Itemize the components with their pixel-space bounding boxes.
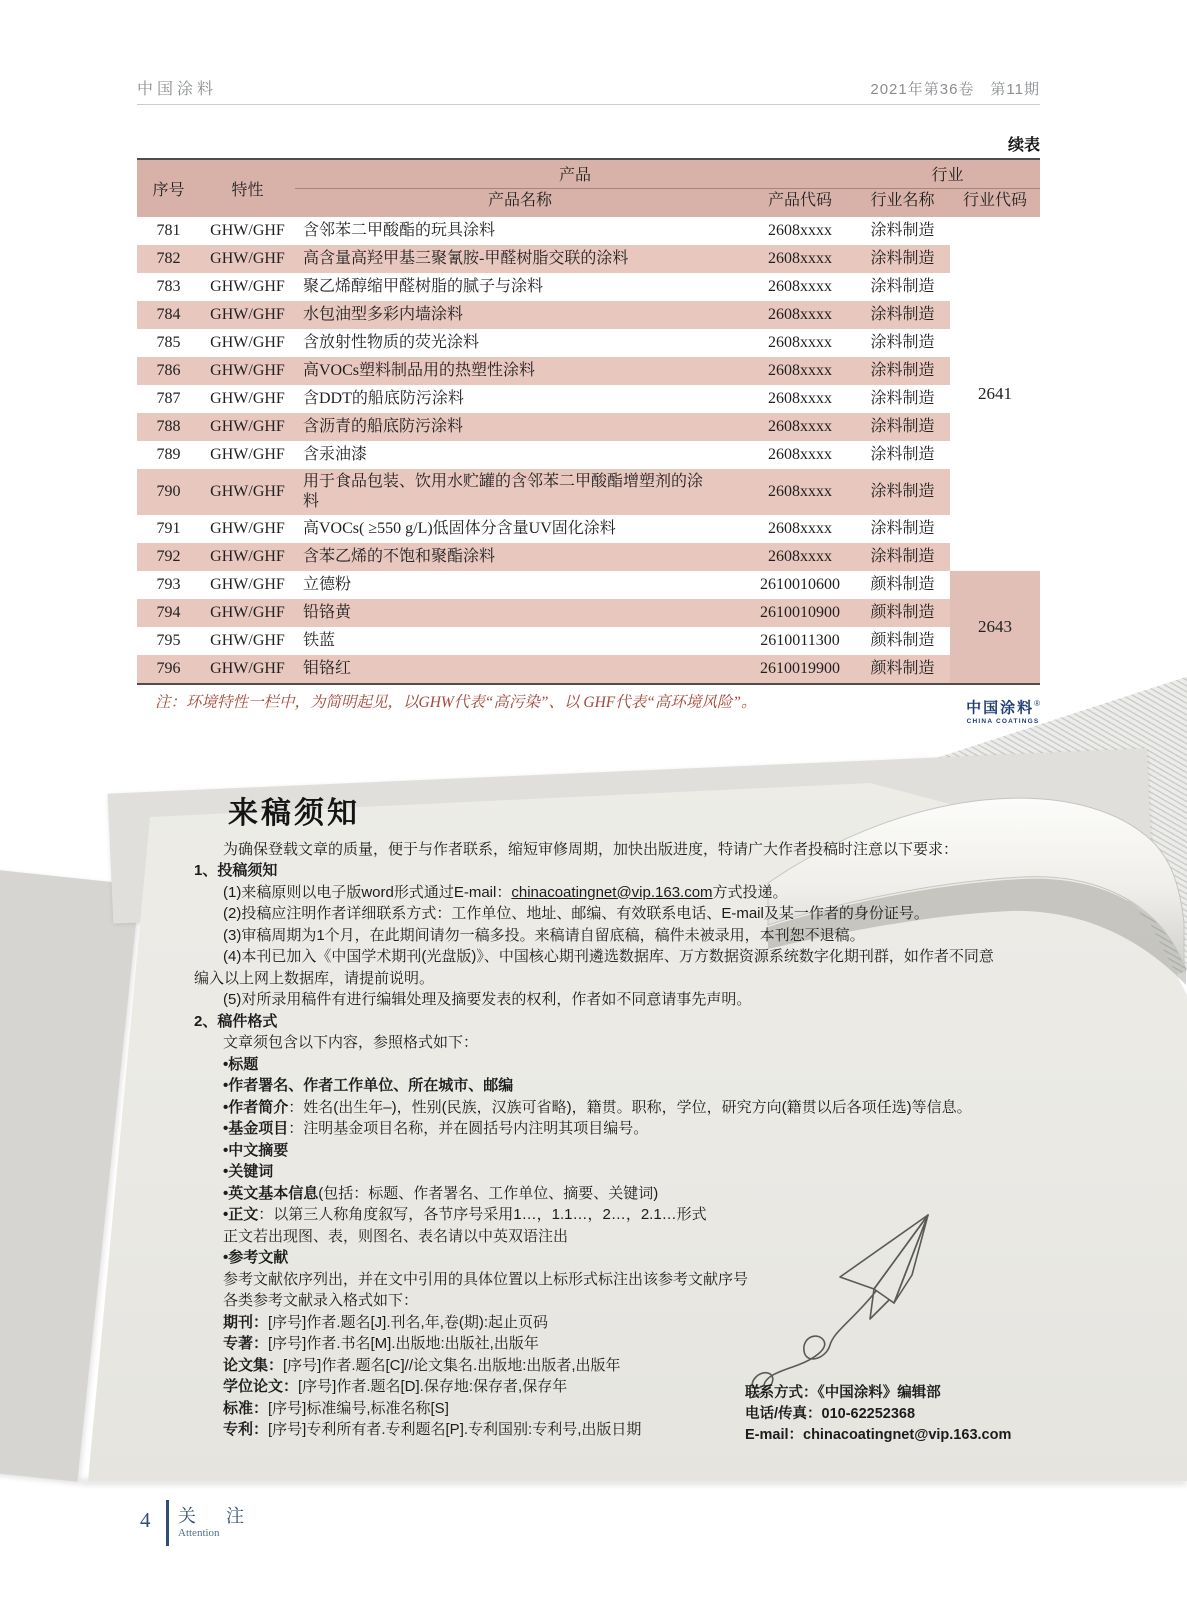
table-cell: 含邻苯二甲酸酯的玩具涂料 [303, 222, 496, 239]
table-row [137, 273, 1040, 301]
table-cell: 2608xxxx [745, 357, 855, 385]
registered-mark-icon: ® [1034, 699, 1040, 708]
table-cell: 790 [137, 469, 200, 515]
table-cell: GHW/GHF [200, 543, 295, 571]
table-cell: 2610010600 [760, 576, 840, 593]
table-cell: GHW/GHF [210, 520, 285, 537]
table-cell: 789 [156, 446, 181, 463]
table-row [137, 329, 1040, 357]
email-label: E-mail： [745, 1427, 804, 1443]
section1-items [194, 882, 1006, 1011]
table-cell: 含苯乙烯的不饱和聚酯涂料 [295, 543, 745, 571]
table-cell: 涂料制造 [855, 469, 950, 515]
table-cell: 涂料制造 [870, 520, 935, 537]
contact-line2: 电话/传真：010-62252368 [745, 1406, 916, 1422]
table-cell: 2608xxxx [745, 543, 855, 571]
bullet-dot-icon: • [223, 1077, 229, 1094]
col-header-index: 序号 [137, 159, 200, 217]
guideline-line: 各类参考文献录入格式如下： [223, 1292, 419, 1309]
table-cell: 2610019900 [745, 655, 855, 684]
item1-post: 方式投递。 [712, 883, 788, 901]
table-cell: 高含量高羟甲基三聚氰胺-甲醛树脂交联的涂料 [295, 245, 745, 273]
header-divider [137, 104, 1040, 105]
table-cell: GHW/GHF [210, 222, 285, 239]
bullet-dot-icon: • [223, 1141, 229, 1159]
table-cell: 792 [137, 543, 200, 571]
table-cell: 颜料制造 [870, 576, 935, 593]
contact-line1: 联系方式：《中国涂料》编辑部 [745, 1385, 941, 1401]
section2-heading: 2、稿件格式 [194, 1012, 278, 1030]
table-cell: 791 [156, 520, 181, 537]
table-cell: 涂料制造 [870, 222, 935, 239]
table-cell: GHW/GHF [200, 599, 295, 627]
reference-format-line: 论文集：[序号]作者.题名[C]//论文集名.出版地:出版者,出版年 [223, 1356, 621, 1374]
table-cell: 聚乙烯醇缩甲醛树脂的腻子与涂料 [303, 278, 544, 295]
guideline-item: (3)审稿周期为1个月，在此期间请勿一稿多投。来稿请自留底稿，稿件未被录用，本刊恕不退稿。 [223, 926, 865, 944]
table-cell: 含DDT的船底防污涂料 [303, 390, 464, 407]
table-cell: 782 [137, 245, 200, 273]
section2-intro: 文章须包含以下内容，参照格式如下： [223, 1034, 479, 1051]
table-cell: 涂料制造 [855, 543, 950, 571]
footer-section-en: Attention [178, 1527, 220, 1539]
journal-header [137, 76, 1040, 106]
table-row [137, 217, 1040, 245]
table-cell: 颜料制造 [870, 632, 935, 649]
table-cell: 颜料制造 [855, 655, 950, 684]
table-cell: 涂料制造 [855, 413, 950, 441]
table-cell: 2608xxxx [745, 245, 855, 273]
table-row [137, 245, 1040, 273]
table-cell: 788 [137, 413, 200, 441]
bullet-dot-icon: • [223, 1249, 229, 1266]
table-cell: 颜料制造 [855, 599, 950, 627]
bullet-item: •作者署名、作者工作单位、所在城市、邮编 [223, 1077, 514, 1094]
table-cell: 786 [137, 357, 200, 385]
table-cell: GHW/GHF [200, 469, 295, 515]
contact-line3 [745, 1425, 1085, 1446]
table-cell: 2608xxxx [768, 446, 832, 463]
table-cell: 涂料制造 [870, 446, 935, 463]
table-cell: 水包油型多彩内墙涂料 [295, 301, 745, 329]
table-body [137, 217, 1040, 684]
table-cell: 含沥青的船底防污涂料 [295, 413, 745, 441]
col-header-industry-code: 行业代码 [950, 189, 1040, 218]
submission-email-link[interactable]: chinacoatingnet@vip.163.com [511, 883, 713, 901]
reference-format-line: 标准：[序号]标准编号,标准名称[S] [223, 1399, 449, 1417]
table-cell: GHW/GHF [210, 390, 285, 407]
table-cell: 2610011300 [760, 632, 840, 649]
table-row [137, 599, 1040, 627]
table-cell: 2608xxxx [768, 278, 832, 295]
bullet-dot-icon: • [223, 1184, 229, 1202]
reference-format-line: 学位论文：[序号]作者.题名[D].保存地:保存者,保存年 [223, 1378, 568, 1395]
footer-section-zh: 关 注 [178, 1506, 250, 1526]
guideline-item: (4)本刊已加入《中国学术期刊(光盘版)》、中国核心期刊遴选数据库、万方数据资源系统数字化期刊群，如作者不同意编入以上网上数据库，请提前说明。 [194, 948, 994, 987]
issue-info: 2021年第36卷 第11期 [870, 81, 1040, 98]
table-cell: 2608xxxx [768, 334, 832, 351]
china-coatings-logo [966, 700, 1040, 726]
table-row [137, 655, 1040, 684]
table-cell: GHW/GHF [200, 413, 295, 441]
guideline-item: (5)对所录用稿件有进行编辑处理及摘要发表的权利，作者如不同意请事先声明。 [223, 991, 752, 1008]
table-cell: 铁蓝 [303, 632, 336, 649]
table-row [137, 301, 1040, 329]
table-cell: 钼铬红 [295, 655, 745, 684]
col-header-product-group: 产品 [295, 159, 855, 189]
table-cell: GHW/GHF [200, 301, 295, 329]
table-cell: 涂料制造 [870, 390, 935, 407]
table-row [137, 469, 1040, 515]
reference-format-line: 期刊：[序号]作者.题名[J].刊名,年,卷(期):起止页码 [223, 1313, 549, 1331]
table-cell: 781 [156, 222, 181, 239]
bullet-dot-icon: • [223, 1163, 229, 1180]
logo-en-text: CHINA COATINGS [966, 718, 1040, 726]
table-cell: GHW/GHF [210, 278, 285, 295]
col-header-product-name: 产品名称 [295, 189, 745, 218]
page-number: 4 [140, 1508, 151, 1532]
table-cell: 铅铬黄 [295, 599, 745, 627]
restricted-products-table [137, 158, 1040, 685]
table-cell: 794 [137, 599, 200, 627]
table-cell: 2608xxxx [768, 222, 832, 239]
table-cell: GHW/GHF [210, 632, 285, 649]
paper-airplane-icon [742, 1203, 952, 1398]
table-cell: 涂料制造 [855, 301, 950, 329]
bullet-item: •基金项目：注明基金项目名称，并在圆括号内注明其项目编号。 [223, 1120, 649, 1137]
table-cell: 2608xxxx [745, 469, 855, 515]
contact-email-link[interactable]: chinacoatingnet@vip.163.com [803, 1427, 1012, 1443]
col-header-feature: 特性 [200, 159, 295, 217]
table-cell: 785 [156, 334, 181, 351]
notice-intro: 为确保登载文章的质量，便于与作者联系，缩短审修周期，加快出版进度，特请广大作者投稿时注意以下要求： [223, 840, 959, 858]
table-cell: 2608xxxx [745, 301, 855, 329]
table-row [137, 441, 1040, 469]
col-header-industry-name: 行业名称 [855, 189, 950, 218]
bullet-dot-icon: • [223, 1206, 229, 1223]
footer-divider-bar [166, 1500, 169, 1546]
logo-zh-text: 中国涂料 [966, 699, 1035, 717]
table-cell: GHW/GHF [210, 446, 285, 463]
notice-title: 来稿须知 [228, 797, 360, 830]
table-cell: 793 [156, 576, 181, 593]
bullet-item: •标题 [223, 1055, 259, 1073]
submission-notice-section [0, 755, 1187, 1487]
contact-block [745, 1383, 1085, 1446]
table-cell: 立德粉 [303, 576, 352, 593]
bullet-item: •中文摘要 [223, 1141, 289, 1159]
bullet-dot-icon: • [223, 1055, 229, 1073]
guideline-item [194, 882, 1006, 904]
industry-code-merged-cell: 2643 [950, 571, 1040, 684]
table-cell: 784 [137, 301, 200, 329]
section1-heading: 1、投稿须知 [194, 862, 278, 879]
table-cell: 含放射性物质的荧光涂料 [303, 334, 480, 351]
table-row [137, 543, 1040, 571]
col-header-industry-group: 行业 [855, 159, 1040, 189]
table-cell: 涂料制造 [855, 245, 950, 273]
item1-pre: (1)来稿原则以电子版word形式通过E-mail： [223, 883, 512, 901]
table-row [137, 627, 1040, 655]
table-cell: GHW/GHF [210, 576, 285, 593]
table-cell: 783 [156, 278, 181, 295]
table-row [137, 571, 1040, 599]
table-cell: 2610010900 [745, 599, 855, 627]
table-cell: 2608xxxx [768, 390, 832, 407]
reference-format-line: 专利：[序号]专利所有者.专利题名[P].专利国别:专利号,出版日期 [223, 1421, 642, 1438]
industry-code-merged-cell: 2641 [950, 217, 1040, 571]
table-cell: GHW/GHF [200, 357, 295, 385]
guideline-line: 参考文献依序列出，并在文中引用的具体位置以上标形式标注出该参考文献序号 [223, 1270, 749, 1288]
bullet-item: •关键词 [223, 1163, 274, 1180]
reference-format-line: 专著：[序号]作者.书名[M].出版地:出版社,出版年 [223, 1335, 539, 1352]
bullet-item: •参考文献 [223, 1249, 289, 1266]
table-row [137, 515, 1040, 543]
table-cell: 796 [137, 655, 200, 684]
table-cell: 高VOCs塑料制品用的热塑性涂料 [295, 357, 745, 385]
table-note: 注：环境特性一栏中，为简明起见，以GHW代表“高污染”、以 GHF代表“高环境风险”。 [155, 694, 757, 711]
table-row [137, 357, 1040, 385]
table-cell: 含汞油漆 [303, 446, 368, 463]
journal-name: 中国涂料 [137, 81, 218, 98]
bullet-item: •正文：以第三人称角度叙写，各节序号采用1…，1.1…，2…，2.1…形式 [223, 1206, 707, 1223]
table-cell: GHW/GHF [200, 245, 295, 273]
table-continued-label: 续表 [1007, 137, 1040, 154]
table-cell: 787 [156, 390, 181, 407]
table-cell: 高VOCs( ≥550 g/L)低固体分含量UV固化涂料 [303, 520, 616, 537]
guideline-item: (2)投稿应注明作者详细联系方式：工作单位、地址、邮编、有效联系电话、E-mail及某一作者的身份证号。 [223, 905, 929, 922]
bullet-dot-icon: • [223, 1120, 229, 1137]
table-row [137, 385, 1040, 413]
table-cell: GHW/GHF [200, 655, 295, 684]
table-cell: 795 [156, 632, 181, 649]
bullet-dot-icon: • [223, 1098, 229, 1116]
col-header-product-code: 产品代码 [745, 189, 855, 218]
bullet-item: •作者简介：姓名(出生年–)，性别(民族，汉族可省略)，籍贯。职称，学位，研究方向(籍贯以后各项任选)等信息。 [223, 1098, 972, 1116]
table-cell: 涂料制造 [855, 357, 950, 385]
table-row [137, 413, 1040, 441]
bullet-item: •英文基本信息(包括：标题、作者署名、工作单位、摘要、关键词) [223, 1184, 659, 1202]
table-cell: 2608xxxx [768, 520, 832, 537]
table-cell: 用于食品包装、饮用水贮罐的含邻苯二甲酸酯增塑剂的涂料 [295, 469, 745, 515]
table-cell: 涂料制造 [870, 278, 935, 295]
table-cell: 涂料制造 [870, 334, 935, 351]
table-cell: 2608xxxx [745, 413, 855, 441]
guideline-line: 正文若出现图、表，则图名、表名请以中英双语注出 [223, 1227, 569, 1245]
table-cell: GHW/GHF [210, 334, 285, 351]
